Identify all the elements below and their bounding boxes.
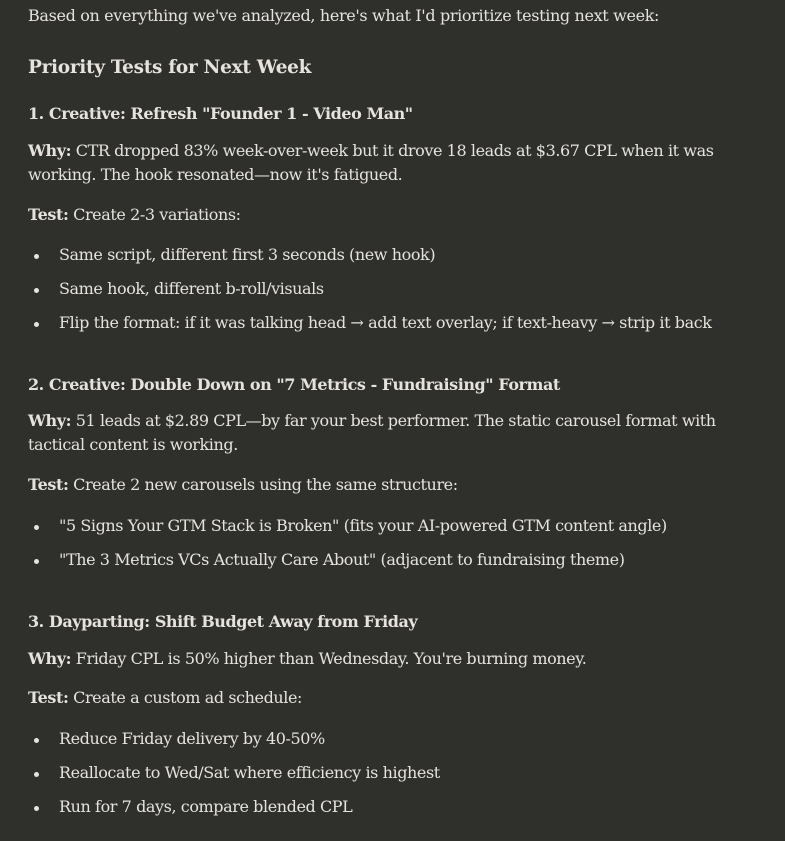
- test-label: Test:: [28, 688, 69, 707]
- section-2-title: 2. Creative: Double Down on "7 Metrics - Fundraising" Format: [28, 375, 560, 394]
- list-item-text: "5 Signs Your GTM Stack is Broken" (fits your AI-powered GTM content angle): [59, 516, 667, 535]
- section-2-why: [28, 409, 718, 457]
- bullet-icon: [34, 322, 39, 327]
- why-label: Why:: [28, 649, 72, 668]
- test-label: Test:: [28, 475, 69, 494]
- test-text: Create 2 new carousels using the same structure:: [68, 475, 458, 494]
- test-text: Create 2-3 variations:: [68, 205, 241, 224]
- test-label: Test:: [28, 205, 69, 224]
- bullet-icon: [34, 254, 39, 259]
- bullet-icon: [34, 772, 39, 777]
- list-item-text: Same script, different first 3 seconds (new hook): [59, 245, 436, 264]
- test-text: Create a custom ad schedule:: [68, 688, 303, 707]
- bullet-icon: [34, 559, 39, 564]
- bullet-icon: [34, 806, 39, 811]
- page-heading: Priority Tests for Next Week: [28, 57, 312, 78]
- list-item-text: Run for 7 days, compare blended CPL: [59, 797, 353, 816]
- list-item-text: "The 3 Metrics VCs Actually Care About" (adjacent to fundraising theme): [59, 550, 625, 569]
- bullet-icon: [34, 738, 39, 743]
- section-1-why: [28, 139, 718, 187]
- why-text: 51 leads at $2.89 CPL—by far your best performer. The static carousel format with tactical content is working.: [28, 411, 716, 454]
- section-1-test: [28, 203, 718, 227]
- list-item-text: Reallocate to Wed/Sat where efficiency is highest: [59, 763, 440, 782]
- why-text: Friday CPL is 50% higher than Wednesday. You're burning money.: [71, 649, 587, 668]
- section-3-test: [28, 686, 718, 710]
- why-text: CTR dropped 83% week-over-week but it drove 18 leads at $3.67 CPL when it was working. The hook resonated—now it's fatigued.: [28, 141, 714, 184]
- section-3-why: [28, 647, 718, 671]
- bullet-icon: [34, 525, 39, 530]
- list-item-text: Reduce Friday delivery by 40-50%: [59, 729, 325, 748]
- list-item-text: Flip the format: if it was talking head → add text overlay; if text-heavy → strip it back: [59, 313, 712, 332]
- bullet-icon: [34, 288, 39, 293]
- section-2-test: [28, 473, 718, 497]
- list-item-text: Same hook, different b-roll/visuals: [59, 279, 324, 298]
- why-label: Why:: [28, 141, 72, 160]
- section-3-title: 3. Dayparting: Shift Budget Away from Friday: [28, 612, 418, 631]
- section-1-title: 1. Creative: Refresh "Founder 1 - Video Man": [28, 104, 413, 123]
- intro-text: Based on everything we've analyzed, here's what I'd prioritize testing next week:: [28, 6, 660, 25]
- why-label: Why:: [28, 411, 72, 430]
